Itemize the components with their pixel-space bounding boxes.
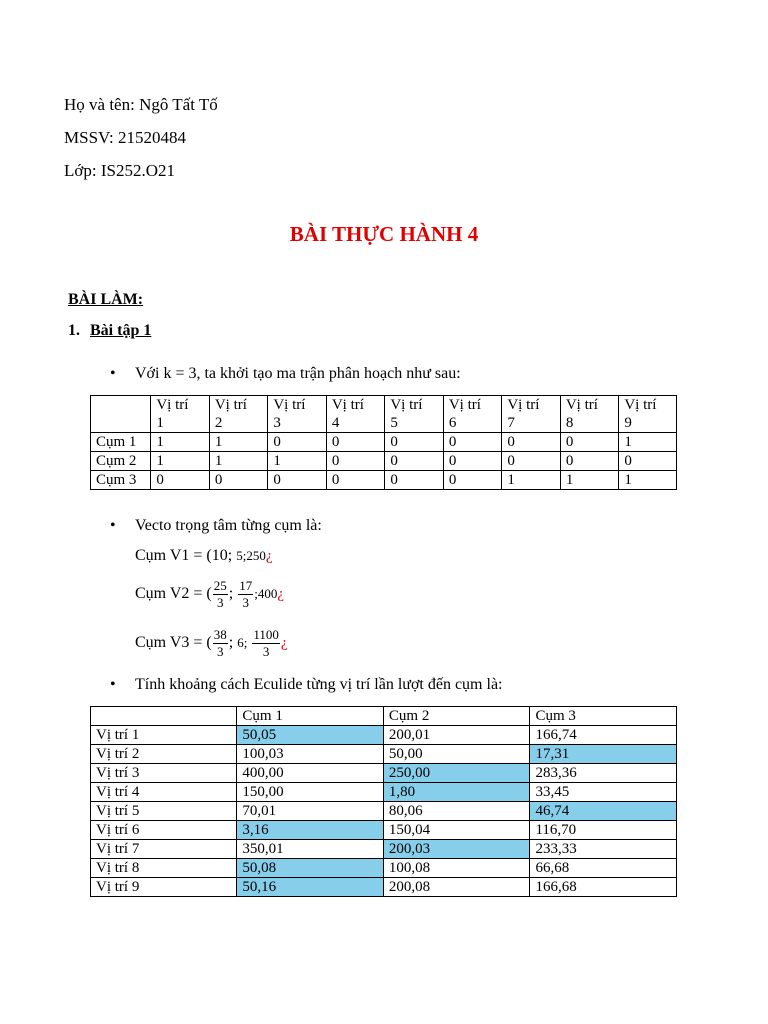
row-label: Vị trí 7: [91, 840, 237, 859]
row-label: Vị trí 3: [91, 764, 237, 783]
table-cell: 116,70: [530, 821, 677, 840]
table-cell: 1: [209, 452, 268, 471]
separator: ;: [228, 585, 234, 603]
highlighted-cell: 46,74: [530, 802, 677, 821]
table-cell: 150,04: [383, 821, 530, 840]
numerator: 1100: [253, 627, 279, 642]
table-cell: 233,33: [530, 840, 677, 859]
numerator: 17: [239, 578, 253, 593]
table-cell: 1: [268, 452, 327, 471]
table-cell: 0: [385, 452, 444, 471]
table-row: [91, 840, 677, 859]
table-cell: 1: [151, 452, 210, 471]
end-mark: ¿: [280, 635, 288, 652]
table-row: [91, 783, 677, 802]
end-mark: ¿: [265, 548, 273, 564]
table-cell: 70,01: [237, 802, 384, 821]
column-header: Cụm 3: [530, 707, 677, 726]
bullet-icon: •: [110, 517, 116, 534]
table-cell: 0: [385, 433, 444, 452]
table-cell: 0: [209, 471, 268, 490]
row-label: Vị trí 6: [91, 821, 237, 840]
table-cell: 0: [326, 471, 385, 490]
table-cell: 0: [151, 471, 210, 490]
separator: ;: [242, 548, 247, 563]
table-cell: 80,06: [383, 802, 530, 821]
column-header: Vị trí 7: [502, 396, 561, 433]
exercise-number: 1.: [68, 322, 80, 339]
separator: ;: [243, 635, 248, 651]
fraction: [238, 578, 253, 611]
column-header: Vị trí 3: [268, 396, 327, 433]
bullet-icon: •: [110, 365, 116, 382]
table-row: [91, 471, 677, 490]
page-title: BÀI THỰC HÀNH 4: [289, 222, 479, 246]
table-cell: 100,08: [383, 859, 530, 878]
column-header: Cụm 2: [383, 707, 530, 726]
table-row: [91, 859, 677, 878]
denominator: 3: [216, 595, 224, 610]
centroid-v3: [135, 627, 288, 660]
centroid-v1-y: 5: [236, 548, 243, 563]
table-cell: 50,00: [383, 745, 530, 764]
highlighted-cell: 50,05: [237, 726, 384, 745]
row-label: Vị trí 4: [91, 783, 237, 802]
denominator: 3: [242, 595, 249, 610]
centroid-v2: [135, 578, 284, 611]
highlighted-cell: 50,08: [237, 859, 384, 878]
table-cell: 200,01: [383, 726, 530, 745]
row-label: Cụm 2: [91, 452, 151, 471]
centroid-v1-prefix: Cụm V1 = (10;: [135, 547, 233, 564]
centroid-v1: [135, 547, 272, 565]
table-cell: 0: [326, 433, 385, 452]
column-header: Vị trí 8: [560, 396, 619, 433]
table-row: [91, 433, 677, 452]
row-label: Vị trí 2: [91, 745, 237, 764]
denominator: 3: [216, 644, 224, 659]
table-cell: 150,00: [237, 783, 384, 802]
table-cell: 0: [268, 433, 327, 452]
column-header: Vị trí 4: [326, 396, 385, 433]
column-header: Vị trí 1: [151, 396, 210, 433]
section-heading: BÀI LÀM:: [68, 291, 144, 308]
column-header: Vị trí 5: [385, 396, 444, 433]
table-header-row: [91, 396, 677, 433]
table-cell: 1: [209, 433, 268, 452]
table-row: [91, 821, 677, 840]
denominator: 3: [262, 644, 270, 659]
student-name: Họ và tên: Ngô Tất Tố: [64, 95, 218, 114]
centroid-v1-z: 250: [246, 548, 266, 563]
table-cell: 400,00: [237, 764, 384, 783]
table-cell: 0: [560, 433, 619, 452]
highlighted-cell: 50,16: [237, 878, 384, 897]
table-row: [91, 764, 677, 783]
bullet-icon: •: [110, 676, 116, 693]
distance-table: [90, 706, 677, 897]
row-label: Vị trí 9: [91, 878, 237, 897]
table-cell: 0: [385, 471, 444, 490]
partition-matrix-table: [90, 395, 677, 490]
table-row: [91, 878, 677, 897]
highlighted-cell: 200,03: [383, 840, 530, 859]
numerator: 25: [213, 578, 227, 593]
table-cell: 0: [502, 433, 561, 452]
fraction: [252, 627, 280, 660]
row-label: Cụm 1: [91, 433, 151, 452]
table-cell: 33,45: [530, 783, 677, 802]
centroid-v3-y: 6: [237, 635, 244, 651]
class-code: Lớp: IS252.O21: [64, 161, 175, 180]
table-cell: 166,74: [530, 726, 677, 745]
table-header-row: [91, 707, 677, 726]
table-row: [91, 726, 677, 745]
fraction: [213, 578, 228, 611]
fraction: [213, 627, 228, 660]
table-cell: 0: [443, 471, 502, 490]
column-header: Cụm 1: [237, 707, 384, 726]
exercise-heading: Bài tập 1: [90, 322, 152, 339]
column-header: Vị trí 2: [209, 396, 268, 433]
table-cell: 350,01: [237, 840, 384, 859]
numerator: 38: [213, 627, 227, 642]
highlighted-cell: 1,80: [383, 783, 530, 802]
table-cell: 0: [326, 452, 385, 471]
column-header: [91, 707, 237, 726]
table-row: [91, 745, 677, 764]
column-header: Vị trí 6: [443, 396, 502, 433]
distance-text: Tính khoảng cách Eculide từng vị trí lần lượt đến cụm là:: [135, 676, 503, 693]
row-label: Vị trí 1: [91, 726, 237, 745]
separator: ;: [254, 586, 258, 602]
table-cell: 66,68: [530, 859, 677, 878]
separator: ;: [228, 634, 234, 652]
table-row: [91, 802, 677, 821]
highlighted-cell: 250,00: [383, 764, 530, 783]
table-cell: 166,68: [530, 878, 677, 897]
table-cell: 0: [560, 452, 619, 471]
end-mark: ¿: [277, 586, 284, 603]
row-label: Vị trí 5: [91, 802, 237, 821]
highlighted-cell: 17,31: [530, 745, 677, 764]
row-label: Cụm 3: [91, 471, 151, 490]
table-cell: 200,08: [383, 878, 530, 897]
column-header: [91, 396, 151, 433]
student-id: MSSV: 21520484: [64, 128, 187, 147]
centroid-v2-z: 400: [257, 586, 278, 602]
row-label: Vị trí 8: [91, 859, 237, 878]
centroid-text: Vecto trọng tâm từng cụm là:: [135, 517, 322, 534]
table-cell: 0: [268, 471, 327, 490]
table-cell: 0: [619, 452, 677, 471]
table-cell: 1: [619, 471, 677, 490]
init-text: Với k = 3, ta khởi tạo ma trận phân hoạch như sau:: [135, 365, 461, 382]
centroid-v3-prefix: Cụm V3 = (: [135, 634, 212, 652]
table-cell: 1: [151, 433, 210, 452]
table-cell: 283,36: [530, 764, 677, 783]
table-cell: 1: [619, 433, 677, 452]
column-header: Vị trí 9: [619, 396, 677, 433]
table-cell: 0: [443, 433, 502, 452]
table-cell: 1: [560, 471, 619, 490]
centroid-v2-prefix: Cụm V2 = (: [135, 585, 212, 603]
table-row: [91, 452, 677, 471]
table-cell: 0: [443, 452, 502, 471]
table-cell: 1: [502, 471, 561, 490]
table-cell: 100,03: [237, 745, 384, 764]
highlighted-cell: 3,16: [237, 821, 384, 840]
table-cell: 0: [502, 452, 561, 471]
